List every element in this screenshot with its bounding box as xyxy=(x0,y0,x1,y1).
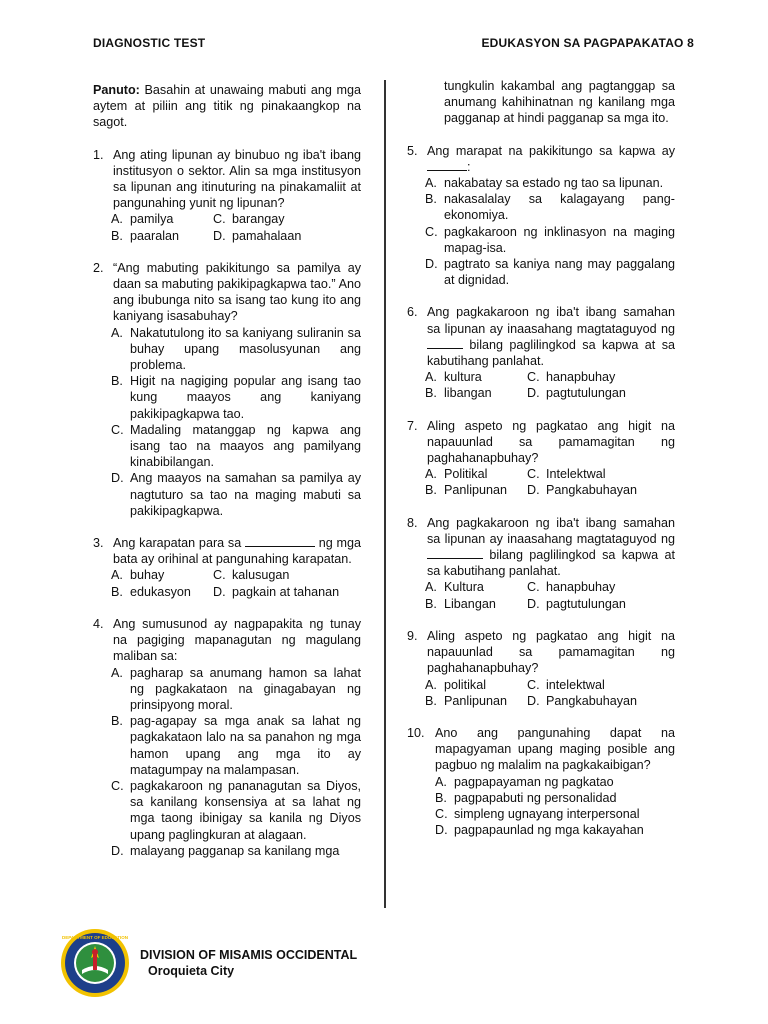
choice-text: Ang maayos na samahan sa pamilya ay nagtuturo sa tao na maging mabuti sa pakikipagkapwa. xyxy=(130,471,361,518)
question-number: 6. xyxy=(407,305,418,320)
choice-letter: A. xyxy=(111,212,123,227)
choice-b[interactable] xyxy=(111,713,361,778)
choice-text: paaralan xyxy=(130,228,180,243)
question-number: 8. xyxy=(407,515,418,530)
choice-letter: C. xyxy=(213,212,226,227)
choice-text: buhay xyxy=(130,568,165,583)
choice-letter: A. xyxy=(425,467,437,482)
question-number: 2. xyxy=(93,260,104,275)
choice-text: Pangkabuhayan xyxy=(546,483,638,498)
stem-part: Ang marapat na pakikitungo sa kapwa ay xyxy=(427,143,675,158)
choice-letter: C. xyxy=(111,422,124,437)
stem-part: : xyxy=(467,159,471,174)
choice-text: simpleng ugnayang interpersonal xyxy=(454,806,640,821)
test-title: DIAGNOSTIC TEST xyxy=(93,36,206,50)
choice-text: pagpapaunlad ng mga kakayahan xyxy=(454,823,644,838)
stem-part: bilang paglilingkod sa kapwa at sa kabutihang panlahat. xyxy=(427,337,675,369)
choice-letter: D. xyxy=(425,257,438,272)
choice-c[interactable] xyxy=(527,466,657,482)
choice-text: kalusugan xyxy=(232,568,290,583)
question-6-choices xyxy=(425,369,675,401)
question-8-choices xyxy=(425,579,675,611)
choice-text: edukasyon xyxy=(130,584,191,599)
choice-d[interactable] xyxy=(527,596,657,612)
choice-letter: A. xyxy=(425,580,437,595)
choice-text: Pangkabuhayan xyxy=(546,693,638,708)
choice-letter: D. xyxy=(527,386,540,401)
choice-letter: C. xyxy=(527,580,540,595)
choice-c[interactable] xyxy=(111,422,361,471)
choice-c[interactable] xyxy=(213,211,343,227)
choice-text: Higit na nagiging popular ang isang tao kung maayos ang kaniyang pakikipagkapwa tao. xyxy=(130,374,361,421)
choice-letter: A. xyxy=(111,568,123,583)
choice-text: nakasalalay sa kalagayang pang-ekonomiya. xyxy=(444,192,675,223)
choice-text: pagtutulungan xyxy=(546,386,626,401)
choice-text: pagkakaroon ng pananagutan sa Diyos, sa kanilang konsensiya at sa lahat ng mga taong ibinigay sa kanila ng Diyos upang paglingkuran at alagaan. xyxy=(130,778,361,842)
question-stem: “Ang mabuting pakikitungo sa pamilya ay daan sa mabuting pakikipagkapwa tao.” Ano ang ibubunga nito sa isang tao kung ito ang kaniyang isasabuhay? xyxy=(113,260,361,324)
question-number: 1. xyxy=(93,147,104,162)
answer-blank xyxy=(245,535,315,547)
choice-text: hanapbuhay xyxy=(546,370,616,385)
choice-letter: C. xyxy=(527,467,540,482)
choice-letter: B. xyxy=(111,584,123,599)
stem-part: Ang pagkakaroon ng iba't ibang samahan sa lipunan ay inaasahang magtataguyod ng xyxy=(427,515,675,546)
question-3 xyxy=(93,535,361,567)
question-number: 5. xyxy=(407,143,418,158)
choice-c[interactable] xyxy=(435,806,675,822)
choice-a[interactable] xyxy=(111,567,213,583)
choice-text: pagtutulungan xyxy=(546,596,626,611)
choice-text: hanapbuhay xyxy=(546,580,616,595)
choice-a[interactable] xyxy=(425,579,527,595)
choice-text: pag-agapay sa mga anak sa lahat ng pagkakataon lalo na sa panahon ng mga hamon upang ang mga ito ay matagumpay na malampasan. xyxy=(130,714,361,777)
choice-letter: B. xyxy=(111,228,123,243)
choice-text: pamahalaan xyxy=(232,228,302,243)
question-5-choices xyxy=(425,175,675,288)
question-1 xyxy=(93,147,361,212)
choice-text: pagtrato sa kaniya nang may paggalang at dignidad. xyxy=(444,257,675,288)
question-stem: Aling aspeto ng pagkatao ang higit na napauunlad sa pamamagitan ng paghahanapbuhay? xyxy=(427,628,675,676)
question-number: 4. xyxy=(93,616,104,631)
division-name: DIVISION OF MISAMIS OCCIDENTAL xyxy=(140,948,358,962)
choice-text: Nakatutulong ito sa kaniyang suliranin sa buhay upang masolusyunan ang problema. xyxy=(130,325,361,373)
choice-text: Libangan xyxy=(444,596,496,611)
choice-letter: A. xyxy=(111,665,123,680)
choice-text: politikal xyxy=(444,677,486,692)
choice-b[interactable] xyxy=(435,790,675,806)
choice-text: pagpapayaman ng pagkatao xyxy=(454,774,614,789)
choice-a[interactable] xyxy=(111,211,213,227)
question-2 xyxy=(93,260,361,325)
question-number: 10. xyxy=(407,725,425,740)
choice-d[interactable] xyxy=(111,843,361,859)
question-4-choice-d-continued xyxy=(444,78,675,127)
choice-letter: B. xyxy=(111,714,123,729)
choice-text: intelektwal xyxy=(546,677,605,692)
question-4-choices xyxy=(111,665,361,859)
question-stem xyxy=(427,515,675,580)
choice-text: Panlipunan xyxy=(444,693,508,708)
question-stem: Ano ang pangunahing dapat na mapagyaman upang maging posible ang pagbuo ng malalim na pagkakaibigan? xyxy=(435,725,675,773)
choice-letter: D. xyxy=(527,693,540,708)
question-stem: Aling aspeto ng pagkatao ang higit na napauunlad sa pamamagitan ng paghahanapbuhay? xyxy=(427,418,675,466)
question-10 xyxy=(407,725,675,774)
choice-letter: B. xyxy=(425,386,437,401)
choice-d[interactable] xyxy=(213,228,343,244)
choice-b[interactable] xyxy=(425,482,527,498)
left-column xyxy=(93,82,361,859)
choice-letter: C. xyxy=(111,778,124,793)
choice-c[interactable] xyxy=(527,369,657,385)
choice-a[interactable] xyxy=(425,466,527,482)
choice-letter: C. xyxy=(425,224,438,239)
choice-d[interactable] xyxy=(527,693,657,709)
choice-text-continued: tungkulin kakambal ang pagtanggap sa anumang kahihinatnan ng kanilang mga pagganap at hindi pagganap sa mga ito. xyxy=(444,79,675,126)
choice-letter: A. xyxy=(435,774,447,789)
subject-title: EDUKASYON SA PAGPAPAKATAO 8 xyxy=(481,36,694,50)
choice-letter: D. xyxy=(213,228,226,243)
choice-a[interactable] xyxy=(425,369,527,385)
choice-letter: C. xyxy=(435,806,448,821)
answer-blank xyxy=(427,337,463,349)
choice-c[interactable] xyxy=(213,567,343,583)
city-name: Oroquieta City xyxy=(148,964,235,978)
choice-text: Madaling matanggap ng kapwa ang isang tao na maayos ang pamilyang kinabibilangan. xyxy=(130,422,361,470)
stem-part: bilang paglilingkod sa kapwa at sa kabutihang panlahat. xyxy=(427,548,675,579)
choice-letter: A. xyxy=(425,176,437,191)
deped-seal-icon xyxy=(60,928,130,998)
instructions-text: Basahin at unawaing mabuti ang mga aytem at piliin ang titik ng pinakaangkop na sagot. xyxy=(93,83,361,130)
choice-b[interactable] xyxy=(425,191,675,223)
question-6 xyxy=(407,304,675,369)
choice-text: Panlipunan xyxy=(444,483,508,498)
choice-c[interactable] xyxy=(527,579,657,595)
choice-letter: D. xyxy=(527,483,540,498)
choice-a[interactable] xyxy=(435,774,675,790)
choice-text: Politikal xyxy=(444,467,488,482)
choice-text: pagharap sa anumang hamon sa lahat ng pagkakataon na ginagabayan ng prinsipyong moral. xyxy=(130,665,361,712)
answer-blank xyxy=(427,159,467,171)
choice-letter: C. xyxy=(527,677,540,692)
choice-d[interactable] xyxy=(435,822,675,838)
choice-d[interactable] xyxy=(527,385,657,401)
choice-letter: D. xyxy=(111,843,124,858)
question-7-choices xyxy=(425,466,675,498)
right-column xyxy=(407,78,675,838)
stem-part: Ang karapatan para sa xyxy=(113,536,245,551)
question-number: 3. xyxy=(93,536,104,551)
question-stem xyxy=(113,535,361,567)
choice-letter: D. xyxy=(111,471,124,486)
question-7 xyxy=(407,418,675,467)
choice-letter: C. xyxy=(527,370,540,385)
choice-c[interactable] xyxy=(111,778,361,843)
choice-d[interactable] xyxy=(213,584,343,600)
instructions xyxy=(93,82,361,131)
question-number: 9. xyxy=(407,628,418,643)
choice-letter: B. xyxy=(425,693,437,708)
choice-text: kultura xyxy=(444,370,482,385)
choice-c[interactable] xyxy=(425,224,675,256)
choice-b[interactable] xyxy=(425,385,527,401)
choice-letter: B. xyxy=(111,374,123,389)
choice-text: pagkain at tahanan xyxy=(232,584,340,599)
choice-b[interactable] xyxy=(425,693,527,709)
choice-text: malayang pagganap sa kanilang mga xyxy=(130,843,340,858)
choice-d[interactable] xyxy=(425,256,675,288)
question-9 xyxy=(407,628,675,677)
stem-part: ng mga bata ay orihinal at pangunahing karapatan. xyxy=(113,536,361,567)
choice-letter: A. xyxy=(111,325,123,340)
choice-c[interactable] xyxy=(527,677,657,693)
choice-letter: B. xyxy=(425,192,437,207)
footer xyxy=(60,928,357,998)
choice-letter: D. xyxy=(527,596,540,611)
instructions-label: Panuto: xyxy=(93,83,140,97)
choice-a[interactable] xyxy=(425,677,527,693)
choice-text: pagkakaroon ng inklinasyon na maging mapag-isa. xyxy=(444,224,675,255)
choice-text: Kultura xyxy=(444,580,484,595)
choice-text: libangan xyxy=(444,386,492,401)
question-9-choices xyxy=(425,677,675,709)
choice-b[interactable] xyxy=(111,584,213,600)
question-number: 7. xyxy=(407,418,418,433)
choice-a[interactable] xyxy=(111,665,361,714)
question-3-choices xyxy=(111,567,361,599)
choice-a[interactable] xyxy=(425,175,675,191)
choice-letter: B. xyxy=(425,483,437,498)
question-8 xyxy=(407,515,675,580)
question-stem: Ang sumusunod ay nagpapakita ng tunay na pagiging mapanagutan ng magulang maliban sa: xyxy=(113,616,361,664)
choice-letter: A. xyxy=(425,370,437,385)
choice-letter: C. xyxy=(213,568,226,583)
stem-part: Ang pagkakaroon ng iba't ibang samahan sa lipunan ay inaasahang magtataguyod ng xyxy=(427,305,675,336)
question-4 xyxy=(93,616,361,665)
choice-b[interactable] xyxy=(111,228,213,244)
question-stem xyxy=(427,304,675,369)
choice-letter: D. xyxy=(435,823,448,838)
choice-b[interactable] xyxy=(111,373,361,422)
choice-letter: D. xyxy=(213,584,226,599)
question-stem: Ang ating lipunan ay binubuo ng iba't ibang institusyon o sektor. Alin sa mga institusyon sa lipunan ang itinuturing na pinakamaliit at pangunahing yunit ng lipunan? xyxy=(113,147,361,211)
choice-d[interactable] xyxy=(527,482,657,498)
question-2-choices xyxy=(111,325,361,519)
choice-b[interactable] xyxy=(425,596,527,612)
question-stem xyxy=(427,143,675,175)
choice-letter: B. xyxy=(425,596,437,611)
choice-text: nakabatay sa estado ng tao sa lipunan. xyxy=(444,176,664,191)
choice-letter: A. xyxy=(425,677,437,692)
choice-d[interactable] xyxy=(111,470,361,519)
choice-text: pamilya xyxy=(130,212,174,227)
answer-blank xyxy=(427,547,483,559)
choice-letter: B. xyxy=(435,790,447,805)
question-5 xyxy=(407,143,675,175)
choice-text: pagpapabuti ng personalidad xyxy=(454,790,617,805)
choice-a[interactable] xyxy=(111,325,361,374)
question-1-choices xyxy=(111,211,361,243)
choice-text: barangay xyxy=(232,212,285,227)
choice-text: Intelektwal xyxy=(546,467,606,482)
question-10-choices xyxy=(435,774,675,839)
svg-text:DEPARTMENT OF EDUCATION: DEPARTMENT OF EDUCATION xyxy=(61,935,129,940)
column-divider xyxy=(384,80,386,908)
